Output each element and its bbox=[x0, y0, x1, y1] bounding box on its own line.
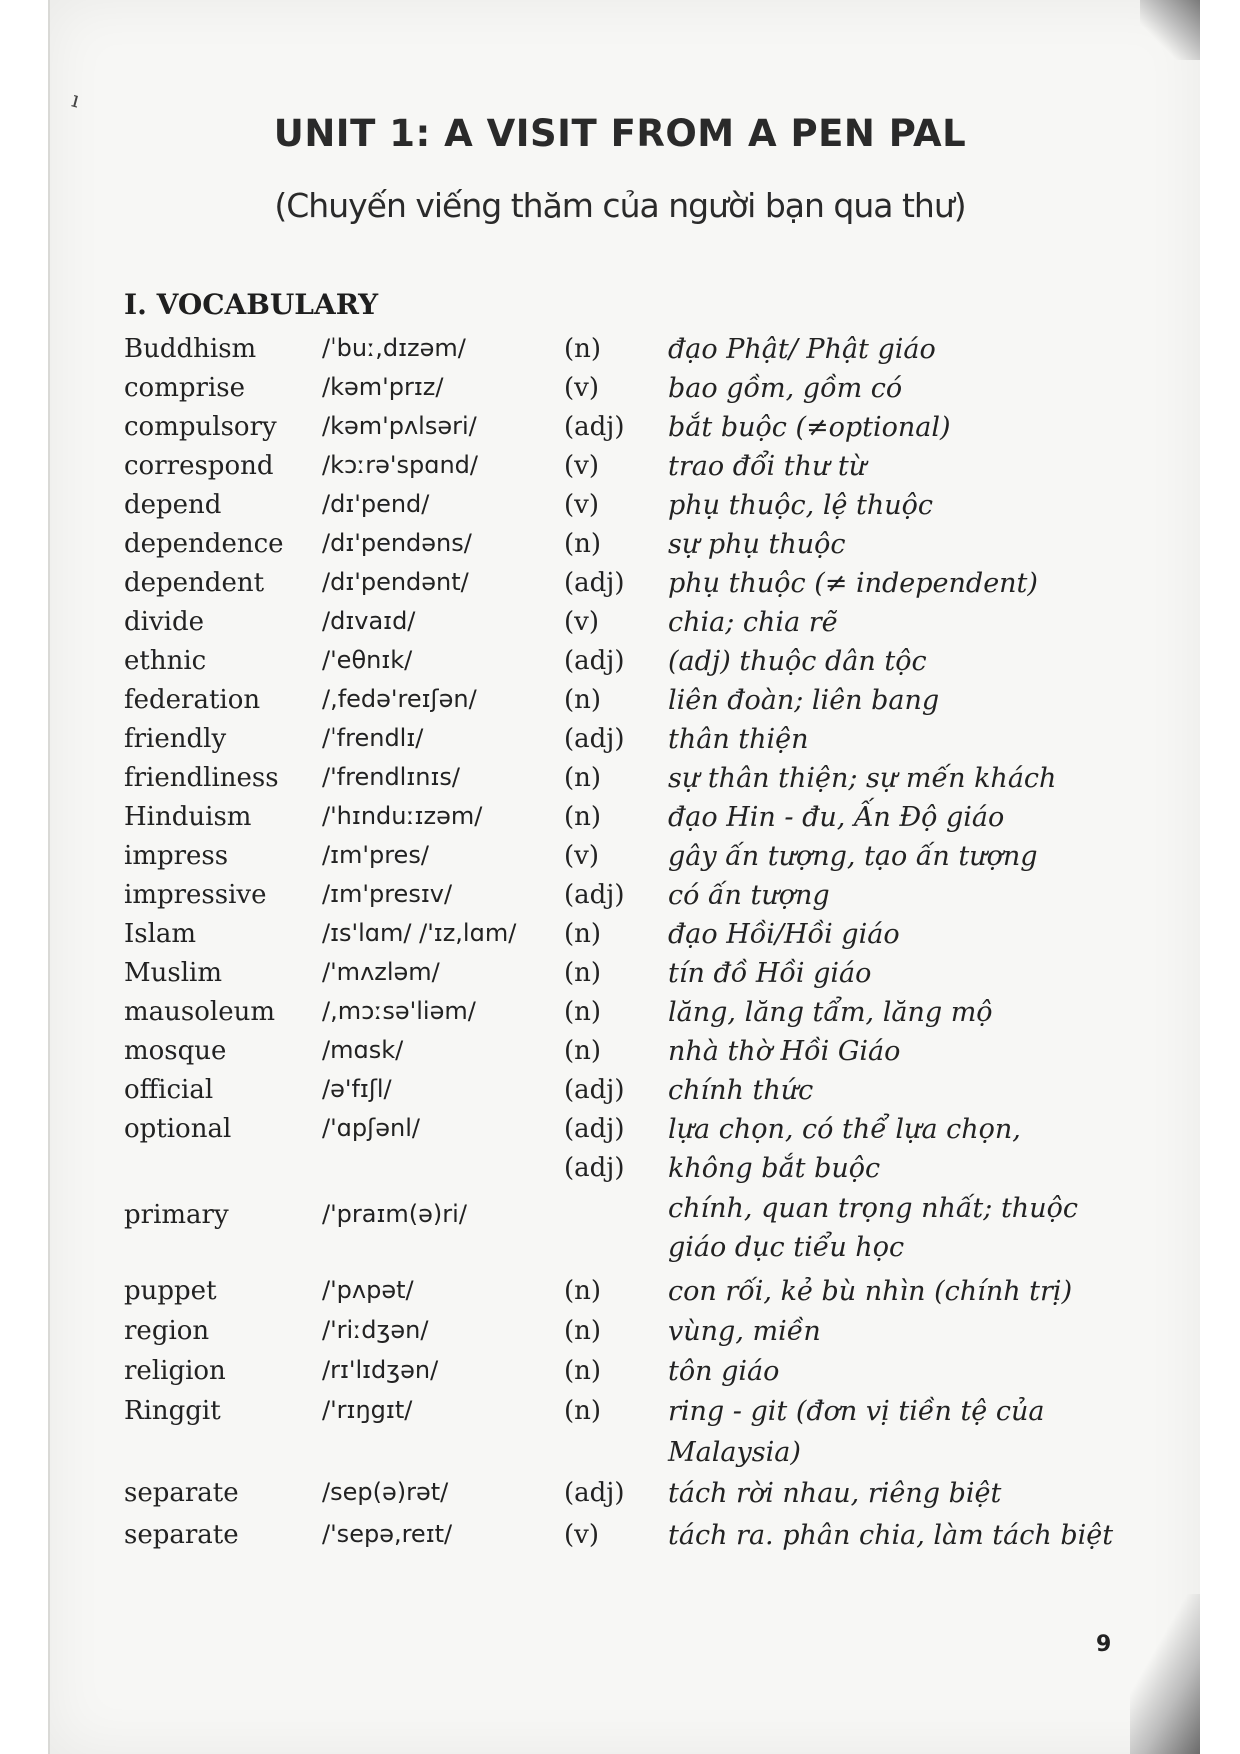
vocab-pos: (adj) bbox=[564, 1478, 625, 1508]
vocab-meaning: con rối, kẻ bù nhìn (chính trị) bbox=[668, 1276, 1073, 1307]
vocab-word: optional bbox=[124, 1114, 232, 1144]
vocab-row bbox=[0, 1437, 1240, 1475]
vocab-meaning: đạo Hin - đu, Ấn Độ giáo bbox=[668, 802, 1005, 833]
vocab-meaning: bắt buộc (≠optional) bbox=[668, 412, 951, 443]
vocab-pos: (adj) bbox=[564, 1075, 625, 1105]
vocab-pos: (v) bbox=[564, 490, 599, 520]
vocab-row bbox=[0, 1276, 1240, 1314]
vocab-row bbox=[0, 1153, 1240, 1191]
vocab-word: mausoleum bbox=[124, 997, 275, 1027]
vocab-row bbox=[0, 763, 1240, 801]
vocab-pos: (adj) bbox=[564, 1153, 625, 1183]
vocab-pos: (n) bbox=[564, 1036, 602, 1066]
vocab-word: impressive bbox=[124, 880, 267, 910]
vocab-ipa: /dɪ'pendəns/ bbox=[322, 529, 472, 557]
vocab-meaning: (adj) thuộc dân tộc bbox=[668, 646, 927, 677]
vocab-row bbox=[0, 451, 1240, 489]
vocab-ipa: /'sepə,reɪt/ bbox=[322, 1520, 453, 1548]
vocab-ipa: /'rɪŋgɪt/ bbox=[322, 1396, 413, 1424]
vocab-word: Hinduism bbox=[124, 802, 252, 832]
vocab-word: Muslim bbox=[124, 958, 222, 988]
vocab-meaning: ring - git (đơn vị tiền tệ của bbox=[668, 1396, 1045, 1427]
vocab-pos: (n) bbox=[564, 529, 602, 559]
vocab-pos: (n) bbox=[564, 1356, 602, 1386]
vocab-row bbox=[0, 646, 1240, 684]
vocab-ipa: /ɪs'lɑm/ /'ɪz,lɑm/ bbox=[322, 919, 517, 947]
page-subtitle: (Chuyến viếng thăm của người bạn qua thư) bbox=[274, 186, 966, 225]
vocab-pos: (v) bbox=[564, 451, 599, 481]
vocab-row bbox=[0, 373, 1240, 411]
vocab-ipa: /rɪ'lɪdʒən/ bbox=[322, 1356, 439, 1384]
vocab-meaning: lựa chọn, có thể lựa chọn, bbox=[668, 1114, 1021, 1145]
vocab-meaning: chính thức bbox=[668, 1075, 814, 1106]
vocab-pos: (n) bbox=[564, 334, 602, 364]
vocab-pos: (adj) bbox=[564, 568, 625, 598]
vocab-row bbox=[0, 607, 1240, 645]
vocab-pos: (adj) bbox=[564, 412, 625, 442]
vocab-ipa: /'pʌpət/ bbox=[322, 1276, 414, 1304]
vocab-pos: (n) bbox=[564, 958, 602, 988]
vocab-meaning: không bắt buộc bbox=[668, 1153, 881, 1184]
vocab-row bbox=[0, 724, 1240, 762]
vocab-meaning: bao gồm, gồm có bbox=[668, 373, 903, 404]
vocab-meaning: sự thân thiện; sự mến khách bbox=[668, 763, 1057, 794]
vocab-ipa: /dɪvaɪd/ bbox=[322, 607, 416, 635]
vocab-row bbox=[0, 1232, 1240, 1270]
vocab-meaning: vùng, miền bbox=[668, 1316, 821, 1347]
vocab-pos: (adj) bbox=[564, 724, 625, 754]
vocab-ipa: /'mʌzləm/ bbox=[322, 958, 440, 986]
page-corner-shadow-bottom bbox=[1130, 1594, 1200, 1754]
vocab-meaning: chính, quan trọng nhất; thuộc bbox=[668, 1193, 1078, 1224]
vocab-ipa: /'praɪm(ə)ri/ bbox=[322, 1200, 467, 1228]
vocab-ipa: /'eθnɪk/ bbox=[322, 646, 413, 674]
vocab-meaning: Malaysia) bbox=[668, 1437, 801, 1468]
vocab-ipa: /ɪm'pres/ bbox=[322, 841, 429, 869]
vocab-ipa: /kɔːrə'spɑnd/ bbox=[322, 451, 478, 479]
vocab-meaning: liên đoàn; liên bang bbox=[668, 685, 940, 716]
vocab-word: primary bbox=[124, 1200, 229, 1230]
vocab-word: separate bbox=[124, 1520, 239, 1550]
vocab-meaning: phụ thuộc, lệ thuộc bbox=[668, 490, 934, 521]
vocab-ipa: /ˈbuː,dɪzəm/ bbox=[322, 334, 466, 362]
vocab-row bbox=[0, 802, 1240, 840]
vocab-pos: (n) bbox=[564, 1396, 602, 1426]
vocab-word: region bbox=[124, 1316, 210, 1346]
vocab-word: compulsory bbox=[124, 412, 277, 442]
vocab-meaning: giáo dục tiểu học bbox=[668, 1232, 905, 1263]
vocab-ipa: /'frendlɪnɪs/ bbox=[322, 763, 460, 791]
vocab-row bbox=[0, 1520, 1240, 1558]
vocab-word: federation bbox=[124, 685, 261, 715]
vocab-meaning: gây ấn tượng, tạo ấn tượng bbox=[668, 841, 1038, 872]
page-corner-shadow-top bbox=[1140, 0, 1200, 60]
vocab-meaning: nhà thờ Hồi Giáo bbox=[668, 1036, 901, 1067]
vocab-meaning: đạo Phật/ Phật giáo bbox=[668, 334, 936, 365]
vocab-word: mosque bbox=[124, 1036, 227, 1066]
vocab-row bbox=[0, 334, 1240, 372]
vocab-word: correspond bbox=[124, 451, 274, 481]
vocab-word: separate bbox=[124, 1478, 239, 1508]
vocab-row bbox=[0, 1478, 1240, 1516]
vocab-row bbox=[0, 490, 1240, 528]
vocab-meaning: tách rời nhau, riêng biệt bbox=[668, 1478, 1002, 1509]
vocab-row bbox=[0, 568, 1240, 606]
vocab-row bbox=[0, 1075, 1240, 1113]
vocab-word: religion bbox=[124, 1356, 226, 1386]
vocab-ipa: /'riːdʒən/ bbox=[322, 1316, 429, 1344]
vocab-ipa: /,mɔːsə'liəm/ bbox=[322, 997, 476, 1025]
vocab-ipa: /sep(ə)rət/ bbox=[322, 1478, 449, 1506]
vocab-pos: (v) bbox=[564, 841, 599, 871]
vocab-row bbox=[0, 841, 1240, 879]
vocab-pos: (v) bbox=[564, 1520, 599, 1550]
vocab-row bbox=[0, 880, 1240, 918]
vocab-meaning: lăng, lăng tẩm, lăng mộ bbox=[668, 997, 993, 1028]
vocab-meaning: chia; chia rẽ bbox=[668, 607, 838, 638]
vocab-word: comprise bbox=[124, 373, 245, 403]
page-title: UNIT 1: A VISIT FROM A PEN PAL bbox=[273, 112, 967, 155]
page-number: 9 bbox=[1096, 1632, 1112, 1657]
vocab-row bbox=[0, 1114, 1240, 1152]
vocab-row bbox=[0, 685, 1240, 723]
vocab-word: Islam bbox=[124, 919, 197, 949]
vocab-pos: (n) bbox=[564, 997, 602, 1027]
vocab-row bbox=[0, 1036, 1240, 1074]
vocab-row bbox=[0, 1316, 1240, 1354]
vocab-meaning: sự phụ thuộc bbox=[668, 529, 846, 560]
vocab-meaning: tôn giáo bbox=[668, 1356, 780, 1387]
vocab-meaning: trao đổi thư từ bbox=[668, 451, 867, 482]
vocab-row bbox=[0, 919, 1240, 957]
vocab-ipa: /dɪ'pendənt/ bbox=[322, 568, 469, 596]
vocab-ipa: /dɪ'pend/ bbox=[322, 490, 430, 518]
vocab-ipa: /'hɪnduːɪzəm/ bbox=[322, 802, 483, 830]
vocab-word: dependence bbox=[124, 529, 284, 559]
vocab-pos: (v) bbox=[564, 607, 599, 637]
vocab-word: impress bbox=[124, 841, 229, 871]
vocab-row bbox=[0, 958, 1240, 996]
vocab-ipa: /ɪm'presɪv/ bbox=[322, 880, 453, 908]
vocab-pos: (n) bbox=[564, 1316, 602, 1346]
vocab-row bbox=[0, 412, 1240, 450]
vocab-ipa: /kəm'prɪz/ bbox=[322, 373, 444, 401]
vocab-meaning: có ấn tượng bbox=[668, 880, 830, 911]
vocab-word: divide bbox=[124, 607, 204, 637]
vocab-word: official bbox=[124, 1075, 214, 1105]
vocab-pos: (n) bbox=[564, 1276, 602, 1306]
vocab-word: friendliness bbox=[124, 763, 279, 793]
vocab-row bbox=[0, 997, 1240, 1035]
vocab-word: friendly bbox=[124, 724, 227, 754]
vocab-ipa: /mɑsk/ bbox=[322, 1036, 404, 1064]
vocab-pos: (n) bbox=[564, 919, 602, 949]
vocab-word: puppet bbox=[124, 1276, 217, 1306]
vocab-row bbox=[0, 1356, 1240, 1394]
vocab-word: dependent bbox=[124, 568, 265, 598]
vocab-pos: (v) bbox=[564, 373, 599, 403]
vocab-meaning: tín đồ Hồi giáo bbox=[668, 958, 872, 989]
vocab-meaning: tách ra. phân chia, làm tách biệt bbox=[668, 1520, 1114, 1551]
vocab-row bbox=[0, 1396, 1240, 1434]
vocab-meaning: phụ thuộc (≠ independent) bbox=[668, 568, 1038, 599]
vocab-ipa: /ˈfrendlɪ/ bbox=[322, 724, 424, 752]
vocab-pos: (n) bbox=[564, 763, 602, 793]
vocab-ipa: /'ɑpʃənl/ bbox=[322, 1114, 420, 1142]
stray-pen-mark: ı bbox=[68, 87, 83, 114]
vocab-word: ethnic bbox=[124, 646, 207, 676]
vocab-ipa: /kəm'pʌlsəri/ bbox=[322, 412, 477, 440]
vocab-word: Buddhism bbox=[124, 334, 257, 364]
vocab-word: Ringgit bbox=[124, 1396, 221, 1426]
vocab-meaning: đạo Hồi/Hồi giáo bbox=[668, 919, 900, 950]
vocab-pos: (adj) bbox=[564, 880, 625, 910]
vocab-pos: (n) bbox=[564, 685, 602, 715]
vocab-pos: (adj) bbox=[564, 1114, 625, 1144]
vocab-pos: (adj) bbox=[564, 646, 625, 676]
section-heading: I. VOCABULARY bbox=[124, 288, 379, 321]
vocab-pos: (n) bbox=[564, 802, 602, 832]
vocab-ipa: /ə'fɪʃl/ bbox=[322, 1075, 392, 1103]
vocab-row bbox=[0, 529, 1240, 567]
vocab-ipa: /,fedə'reɪʃən/ bbox=[322, 685, 477, 713]
vocab-meaning: thân thiện bbox=[668, 724, 809, 755]
vocab-word: depend bbox=[124, 490, 222, 520]
